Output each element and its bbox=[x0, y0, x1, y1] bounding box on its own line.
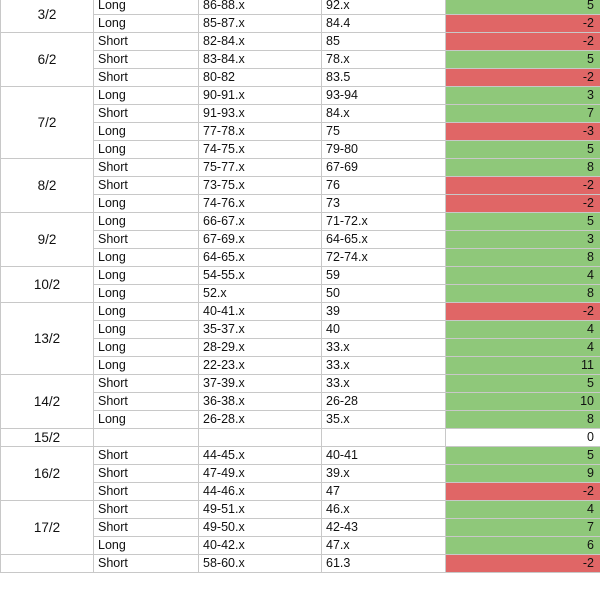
exit-cell[interactable]: 84.x bbox=[322, 105, 446, 123]
trade-row bbox=[1, 159, 600, 177]
direction-cell[interactable]: Short bbox=[94, 447, 199, 465]
exit-cell[interactable]: 42-43 bbox=[322, 519, 446, 537]
exit-cell[interactable]: 33.x bbox=[322, 357, 446, 375]
result-cell[interactable]: 4 bbox=[446, 339, 600, 357]
direction-cell[interactable]: Long bbox=[94, 537, 199, 555]
entry-cell[interactable]: 90-91.x bbox=[199, 87, 322, 105]
direction-cell[interactable]: Short bbox=[94, 393, 199, 411]
entry-cell[interactable]: 67-69.x bbox=[199, 231, 322, 249]
direction-cell[interactable]: Short bbox=[94, 51, 199, 69]
result-cell[interactable]: 7 bbox=[446, 105, 600, 123]
exit-cell[interactable]: 67-69 bbox=[322, 159, 446, 177]
exit-cell[interactable]: 76 bbox=[322, 177, 446, 195]
exit-cell[interactable]: 84.4 bbox=[322, 15, 446, 33]
entry-cell[interactable]: 28-29.x bbox=[199, 339, 322, 357]
entry-cell[interactable]: 82-84.x bbox=[199, 33, 322, 51]
exit-cell[interactable]: 78.x bbox=[322, 51, 446, 69]
exit-cell[interactable]: 39.x bbox=[322, 465, 446, 483]
result-cell[interactable]: 5 bbox=[446, 375, 600, 393]
result-cell[interactable]: -2 bbox=[446, 303, 600, 321]
direction-cell[interactable]: Long bbox=[94, 303, 199, 321]
entry-cell[interactable]: 49-51.x bbox=[199, 501, 322, 519]
date-cell[interactable]: 17/2 bbox=[1, 501, 94, 555]
entry-cell[interactable]: 64-65.x bbox=[199, 249, 322, 267]
trade-table-body bbox=[1, 0, 600, 573]
result-cell[interactable]: 5 bbox=[446, 141, 600, 159]
result-cell[interactable]: 3 bbox=[446, 87, 600, 105]
trade-row bbox=[1, 555, 600, 573]
entry-cell[interactable]: 35-37.x bbox=[199, 321, 322, 339]
exit-cell[interactable]: 47 bbox=[322, 483, 446, 501]
entry-cell[interactable]: 26-28.x bbox=[199, 411, 322, 429]
exit-cell[interactable]: 83.5 bbox=[322, 69, 446, 87]
entry-cell[interactable]: 77-78.x bbox=[199, 123, 322, 141]
entry-cell[interactable]: 36-38.x bbox=[199, 393, 322, 411]
date-cell[interactable] bbox=[1, 555, 94, 573]
trade-row bbox=[1, 429, 600, 447]
direction-cell[interactable]: Long bbox=[94, 0, 199, 15]
direction-cell[interactable]: Long bbox=[94, 339, 199, 357]
exit-cell[interactable]: 40 bbox=[322, 321, 446, 339]
entry-cell[interactable]: 66-67.x bbox=[199, 213, 322, 231]
result-cell[interactable]: 3 bbox=[446, 231, 600, 249]
direction-cell[interactable]: Short bbox=[94, 483, 199, 501]
trade-row bbox=[1, 501, 600, 519]
exit-cell[interactable]: 71-72.x bbox=[322, 213, 446, 231]
trade-row bbox=[1, 303, 600, 321]
exit-cell[interactable] bbox=[322, 429, 446, 447]
date-cell[interactable]: 10/2 bbox=[1, 267, 94, 303]
trade-row bbox=[1, 447, 600, 465]
result-cell[interactable]: 4 bbox=[446, 267, 600, 285]
entry-cell[interactable] bbox=[199, 429, 322, 447]
result-cell[interactable]: 4 bbox=[446, 501, 600, 519]
date-cell[interactable]: 16/2 bbox=[1, 447, 94, 501]
entry-cell[interactable]: 44-45.x bbox=[199, 447, 322, 465]
result-cell[interactable]: 5 bbox=[446, 213, 600, 231]
trade-row bbox=[1, 375, 600, 393]
exit-cell[interactable]: 64-65.x bbox=[322, 231, 446, 249]
exit-cell[interactable]: 33.x bbox=[322, 339, 446, 357]
direction-cell[interactable]: Short bbox=[94, 159, 199, 177]
entry-cell[interactable]: 73-75.x bbox=[199, 177, 322, 195]
direction-cell[interactable]: Long bbox=[94, 195, 199, 213]
result-cell[interactable]: 10 bbox=[446, 393, 600, 411]
result-cell[interactable]: -2 bbox=[446, 555, 600, 573]
direction-cell[interactable]: Short bbox=[94, 69, 199, 87]
result-cell[interactable]: 8 bbox=[446, 285, 600, 303]
entry-cell[interactable]: 74-75.x bbox=[199, 141, 322, 159]
date-cell[interactable]: 15/2 bbox=[1, 429, 94, 447]
direction-cell[interactable]: Short bbox=[94, 555, 199, 573]
exit-cell[interactable]: 40-41 bbox=[322, 447, 446, 465]
entry-cell[interactable]: 37-39.x bbox=[199, 375, 322, 393]
direction-cell[interactable]: Short bbox=[94, 105, 199, 123]
result-cell[interactable]: 4 bbox=[446, 321, 600, 339]
trade-row bbox=[1, 33, 600, 51]
date-cell[interactable]: 7/2 bbox=[1, 87, 94, 159]
trade-row bbox=[1, 213, 600, 231]
entry-cell[interactable]: 22-23.x bbox=[199, 357, 322, 375]
direction-cell[interactable]: Long bbox=[94, 285, 199, 303]
result-cell[interactable]: -2 bbox=[446, 177, 600, 195]
entry-cell[interactable]: 91-93.x bbox=[199, 105, 322, 123]
direction-cell[interactable]: Long bbox=[94, 267, 199, 285]
direction-cell[interactable]: Long bbox=[94, 249, 199, 267]
exit-cell[interactable]: 73 bbox=[322, 195, 446, 213]
entry-cell[interactable]: 86-88.x bbox=[199, 0, 322, 15]
entry-cell[interactable]: 47-49.x bbox=[199, 465, 322, 483]
exit-cell[interactable]: 35.x bbox=[322, 411, 446, 429]
entry-cell[interactable]: 75-77.x bbox=[199, 159, 322, 177]
trade-row bbox=[1, 87, 600, 105]
result-cell[interactable]: 8 bbox=[446, 411, 600, 429]
entry-cell[interactable]: 49-50.x bbox=[199, 519, 322, 537]
date-cell[interactable]: 3/2 bbox=[1, 0, 94, 33]
entry-cell[interactable]: 44-46.x bbox=[199, 483, 322, 501]
direction-cell[interactable]: Short bbox=[94, 519, 199, 537]
result-cell[interactable]: 8 bbox=[446, 249, 600, 267]
result-cell[interactable]: -2 bbox=[446, 15, 600, 33]
trade-row bbox=[1, 0, 600, 15]
exit-cell[interactable]: 46.x bbox=[322, 501, 446, 519]
result-cell[interactable]: -2 bbox=[446, 69, 600, 87]
entry-cell[interactable]: 54-55.x bbox=[199, 267, 322, 285]
date-cell[interactable]: 8/2 bbox=[1, 159, 94, 213]
direction-cell[interactable]: Short bbox=[94, 33, 199, 51]
direction-cell[interactable] bbox=[94, 429, 199, 447]
result-cell[interactable]: 5 bbox=[446, 0, 600, 15]
direction-cell[interactable]: Long bbox=[94, 321, 199, 339]
entry-cell[interactable]: 85-87.x bbox=[199, 15, 322, 33]
exit-cell[interactable]: 39 bbox=[322, 303, 446, 321]
result-cell[interactable]: 0 bbox=[446, 429, 600, 447]
exit-cell[interactable]: 59 bbox=[322, 267, 446, 285]
result-cell[interactable]: 5 bbox=[446, 447, 600, 465]
entry-cell[interactable]: 40-42.x bbox=[199, 537, 322, 555]
date-cell[interactable]: 14/2 bbox=[1, 375, 94, 429]
direction-cell[interactable]: Short bbox=[94, 375, 199, 393]
entry-cell[interactable]: 83-84.x bbox=[199, 51, 322, 69]
entry-cell[interactable]: 40-41.x bbox=[199, 303, 322, 321]
date-cell[interactable]: 9/2 bbox=[1, 213, 94, 267]
result-cell[interactable]: -2 bbox=[446, 483, 600, 501]
entry-cell[interactable]: 74-76.x bbox=[199, 195, 322, 213]
entry-cell[interactable]: 80-82 bbox=[199, 69, 322, 87]
exit-cell[interactable]: 33.x bbox=[322, 375, 446, 393]
direction-cell[interactable]: Short bbox=[94, 177, 199, 195]
direction-cell[interactable]: Short bbox=[94, 465, 199, 483]
exit-cell[interactable]: 61.3 bbox=[322, 555, 446, 573]
result-cell[interactable]: 8 bbox=[446, 159, 600, 177]
exit-cell[interactable]: 93-94 bbox=[322, 87, 446, 105]
exit-cell[interactable]: 79-80 bbox=[322, 141, 446, 159]
direction-cell[interactable]: Short bbox=[94, 231, 199, 249]
direction-cell[interactable]: Long bbox=[94, 411, 199, 429]
result-cell[interactable]: -2 bbox=[446, 33, 600, 51]
direction-cell[interactable]: Short bbox=[94, 501, 199, 519]
date-cell[interactable]: 13/2 bbox=[1, 303, 94, 375]
exit-cell[interactable]: 72-74.x bbox=[322, 249, 446, 267]
result-cell[interactable]: 7 bbox=[446, 519, 600, 537]
exit-cell[interactable]: 75 bbox=[322, 123, 446, 141]
result-cell[interactable]: 11 bbox=[446, 357, 600, 375]
result-cell[interactable]: 6 bbox=[446, 537, 600, 555]
direction-cell[interactable]: Long bbox=[94, 357, 199, 375]
entry-cell[interactable]: 52.x bbox=[199, 285, 322, 303]
exit-cell[interactable]: 92.x bbox=[322, 0, 446, 15]
exit-cell[interactable]: 50 bbox=[322, 285, 446, 303]
entry-cell[interactable]: 58-60.x bbox=[199, 555, 322, 573]
result-cell[interactable]: 9 bbox=[446, 465, 600, 483]
exit-cell[interactable]: 85 bbox=[322, 33, 446, 51]
result-cell[interactable]: -2 bbox=[446, 195, 600, 213]
direction-cell[interactable]: Long bbox=[94, 123, 199, 141]
exit-cell[interactable]: 26-28 bbox=[322, 393, 446, 411]
direction-cell[interactable]: Long bbox=[94, 213, 199, 231]
direction-cell[interactable]: Long bbox=[94, 141, 199, 159]
result-cell[interactable]: -3 bbox=[446, 123, 600, 141]
direction-cell[interactable]: Long bbox=[94, 87, 199, 105]
exit-cell[interactable]: 47.x bbox=[322, 537, 446, 555]
result-cell[interactable]: 5 bbox=[446, 51, 600, 69]
date-cell[interactable]: 6/2 bbox=[1, 33, 94, 87]
trade-row bbox=[1, 267, 600, 285]
direction-cell[interactable]: Long bbox=[94, 15, 199, 33]
